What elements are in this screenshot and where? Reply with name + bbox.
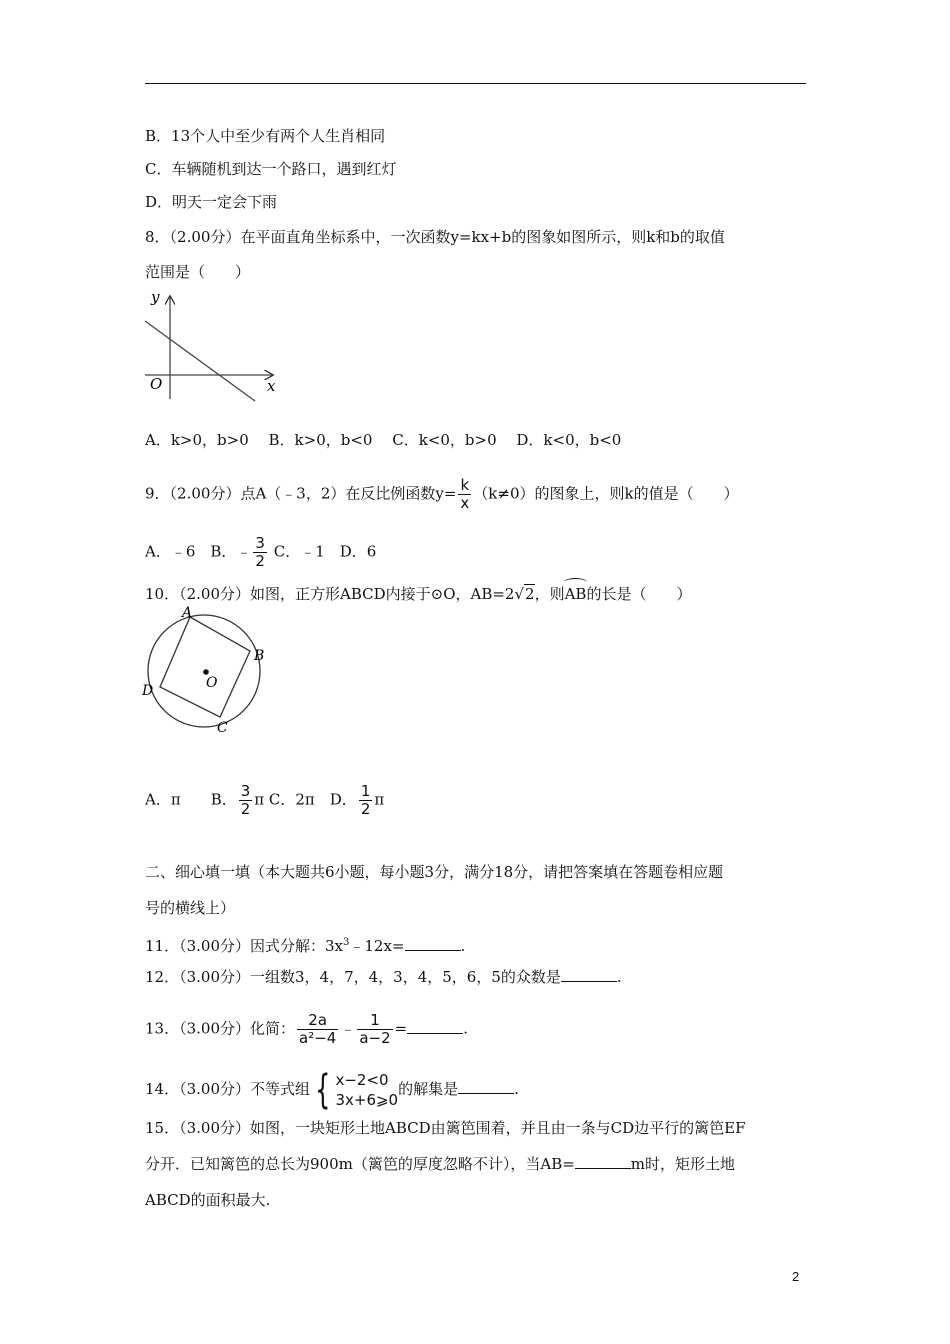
q15-line2	[145, 1154, 735, 1174]
q9-frac-den: x	[460, 494, 470, 512]
q15-line2-pre: 分开．已知篱笆的总长为900m（篱笆的厚度忽略不计），当AB=	[145, 1155, 575, 1173]
q9-stem	[145, 477, 739, 512]
vertex-b-label: B	[254, 648, 265, 664]
q9-option-b-fraction	[253, 535, 267, 570]
q12-text: 12．（3.00分）一组数3，4，7，4，3，4，5，6，5的众数是	[145, 968, 561, 986]
q12-end: .	[616, 968, 622, 986]
q10-options-pre: A．π B．	[145, 790, 237, 809]
q13	[145, 1012, 468, 1047]
q10-stem-pre: 10．（2.00分）如图，正方形ABCD内接于⊙O，AB=2	[145, 585, 515, 603]
q13-equals: =	[394, 1019, 408, 1038]
q13-f1-den: a²−4	[299, 1029, 337, 1047]
q11-answer-blank[interactable]	[405, 936, 461, 951]
q12	[145, 967, 622, 987]
q10-option-d-fraction	[359, 783, 373, 818]
vertex-c-label: C	[217, 720, 228, 736]
q12-answer-blank[interactable]	[561, 967, 617, 982]
q7-option-d: D．明天一定会下雨	[145, 193, 278, 211]
q14-end: .	[514, 1080, 519, 1098]
q14-pre: 14．（3.00分）不等式组	[145, 1080, 310, 1098]
q11-post: ﹣12x=	[349, 937, 405, 955]
q9-opt-b-num: 3	[255, 534, 265, 552]
q10-opt-d-pi: π	[374, 790, 385, 809]
q10-sqrt-radicand: 2	[525, 585, 535, 603]
q15-answer-blank[interactable]	[575, 1154, 631, 1169]
q13-end: .	[463, 1019, 469, 1038]
page-number: 2	[792, 1269, 800, 1284]
q9-options	[145, 535, 376, 570]
q9-frac-num: k	[458, 477, 471, 495]
q13-minus: ﹣	[340, 1019, 356, 1038]
center-point	[203, 669, 209, 675]
q9-stem-pre: 9．（2.00分）点A（﹣3，2）在反比例函数y=	[145, 484, 457, 503]
vertex-d-label: D	[142, 683, 154, 699]
q9-options-pre: A．﹣6 B．﹣	[145, 542, 252, 561]
q14-inequalities	[335, 1070, 398, 1110]
header-rule	[145, 83, 806, 84]
x-axis-label: x	[267, 377, 276, 395]
center-label: O	[206, 675, 218, 691]
vertex-a-label: A	[182, 605, 193, 621]
section2-heading-line2: 号的横线上）	[145, 899, 236, 917]
q13-f2-den: a−2	[359, 1029, 391, 1047]
q14-brace: {	[315, 1067, 331, 1113]
q15-line2-post: m时，矩形土地	[630, 1155, 736, 1173]
q10-opt-d-den: 2	[360, 800, 371, 818]
q10-options	[145, 783, 384, 818]
q15-line3: ABCD的面积最大.	[145, 1191, 271, 1209]
q15-line1: 15．（3.00分）如图，一块矩形土地ABCD由篱笆围着，并且由一条与CD边平行的篱笆EF	[145, 1119, 746, 1137]
q13-fraction-1	[297, 1012, 338, 1047]
q13-answer-blank[interactable]	[407, 1019, 463, 1034]
q11	[145, 933, 465, 956]
q10-opt-b-pi: π	[254, 790, 265, 809]
q14	[145, 1067, 519, 1113]
q8-options: A．k>0，b>0 B．k>0，b<0 C．k<0，b>0 D．k<0，b<0	[145, 431, 622, 449]
q13-fraction-2	[357, 1012, 392, 1047]
q14-answer-blank[interactable]	[458, 1079, 514, 1094]
q9-fraction	[458, 477, 471, 512]
q14-inequality-system	[310, 1067, 399, 1113]
q13-pre: 13．（3.00分）化简：	[145, 1019, 295, 1038]
q10-opt-b-den: 2	[240, 800, 251, 818]
q9-stem-post: （k≠0）的图象上，则k的值是（ ）	[473, 484, 739, 503]
q7-option-c: C．车辆随机到达一个路口，遇到红灯	[145, 160, 397, 178]
q9-opt-b-den: 2	[255, 552, 265, 570]
q13-f1-num: 2a	[297, 1012, 338, 1030]
origin-label: O	[150, 375, 163, 393]
q13-f2-num: 1	[357, 1012, 392, 1030]
y-axis-label: y	[151, 288, 160, 306]
q10-option-b-fraction	[239, 783, 253, 818]
q10-options-c: C．2π D．	[264, 790, 357, 809]
q14-ineq-1: x−2<0	[335, 1071, 389, 1089]
q10-circle-figure	[138, 605, 278, 740]
section2-heading-line1: 二、细心填一填（本大题共6小题，每小题3分，满分18分，请把答案填在答题卷相应题	[145, 863, 724, 881]
q9-options-rest: C．﹣1 D．6	[268, 542, 377, 561]
q10-sqrt: √2	[514, 585, 535, 603]
inscribed-square	[160, 617, 250, 717]
q11-end: .	[460, 937, 466, 955]
q10-opt-d-num: 1	[360, 782, 371, 800]
q14-post: 的解集是	[398, 1080, 459, 1098]
q10-stem	[145, 580, 691, 604]
q10-stem-post: 的长是（ ）	[586, 585, 692, 603]
q8-linear-graph	[140, 285, 290, 405]
q11-pre: 11．（3.00分）因式分解：3x	[145, 937, 343, 955]
q10-stem-mid: ，则	[534, 585, 565, 603]
q14-ineq-2: 3x+6⩾0	[335, 1091, 399, 1109]
q7-option-b: B．13个人中至少有两个人生肖相同	[145, 127, 386, 145]
q10-opt-b-num: 3	[240, 782, 251, 800]
q10-arc-ab: AB	[565, 580, 587, 604]
q11-exponent: 3	[343, 937, 350, 948]
q8-stem-line2: 范围是（ ）	[145, 263, 251, 281]
q8-stem-line1: 8．（2.00分）在平面直角坐标系中，一次函数y=kx+b的图象如图所示，则k和b的取值	[145, 228, 725, 246]
